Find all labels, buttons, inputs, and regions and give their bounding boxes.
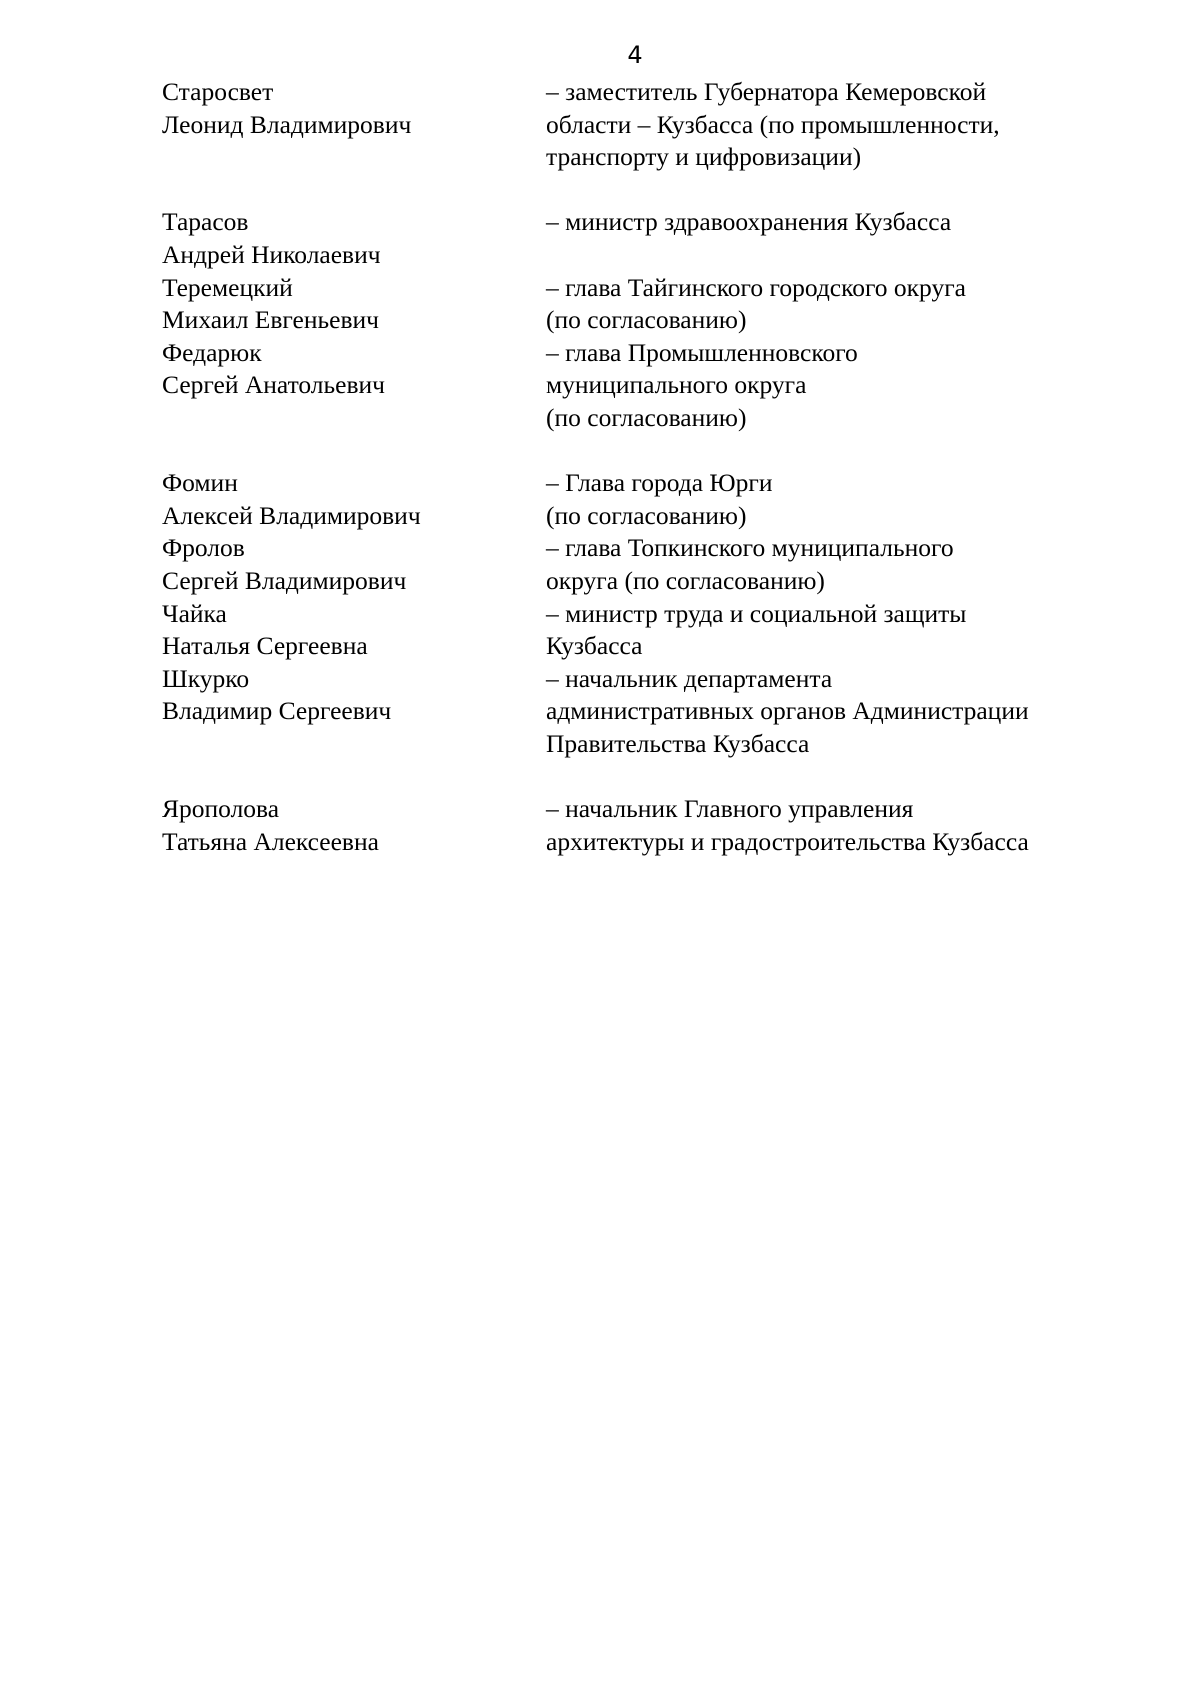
role-line: – начальник департамента (546, 663, 833, 693)
member-role (546, 76, 1102, 174)
member-name (162, 76, 546, 174)
role-line: округа (по согласованию) (546, 565, 825, 595)
member-role (546, 793, 1102, 858)
role-line: области – Кузбасса (по промышленности, (546, 109, 1000, 139)
member-entry (162, 76, 1102, 174)
surname: Федарюк (162, 337, 262, 367)
role-line: (по согласованию) (546, 402, 747, 432)
member-name (162, 532, 546, 597)
member-role (546, 206, 1102, 271)
member-role (546, 272, 1102, 337)
role-line: – глава Тайгинского городского округа (546, 272, 967, 302)
member-name (162, 467, 546, 532)
member-name (162, 598, 546, 663)
role-line: – министр труда и социальной защиты (546, 598, 967, 628)
role-line: (по согласованию) (546, 500, 747, 530)
member-entry (162, 206, 1102, 271)
member-entry (162, 663, 1102, 761)
role-line: – заместитель Губернатора Кемеровской (546, 77, 987, 106)
member-role (546, 337, 1102, 435)
surname: Старосвет (162, 77, 274, 106)
role-line: муниципального округа (546, 370, 807, 400)
role-line: административных органов Администрации (546, 696, 1029, 726)
role-line: Кузбасса (546, 631, 643, 661)
given-names: Андрей Николаевич (162, 239, 381, 269)
role-line: (по согласованию) (546, 305, 747, 335)
member-role (546, 598, 1102, 663)
member-entry (162, 272, 1102, 337)
surname: Ярополова (162, 794, 280, 824)
role-line: Правительства Кузбасса (546, 728, 810, 758)
role-line: – начальник Главного управления (546, 794, 914, 824)
members-list (162, 76, 1102, 858)
page-number: 4 (627, 41, 643, 69)
member-entry (162, 532, 1102, 597)
role-line: транспорту и цифровизации) (546, 142, 862, 172)
role-line: – Глава города Юрги (546, 468, 773, 498)
member-role (546, 467, 1102, 532)
member-role (546, 532, 1102, 597)
surname: Теремецкий (162, 272, 293, 302)
member-entry (162, 467, 1102, 532)
surname: Тарасов (162, 207, 249, 237)
member-entry (162, 598, 1102, 663)
role-line: – министр здравоохранения Кузбасса (546, 207, 952, 237)
given-names: Леонид Владимирович (162, 109, 412, 139)
given-names: Татьяна Алексеевна (162, 826, 379, 856)
surname: Фомин (162, 468, 238, 498)
surname: Чайка (162, 598, 227, 628)
member-entry (162, 793, 1102, 858)
member-name (162, 337, 546, 435)
member-entry (162, 337, 1102, 435)
surname: Шкурко (162, 663, 250, 693)
member-name (162, 206, 546, 271)
role-line: – глава Топкинского муниципального (546, 533, 954, 563)
member-name (162, 272, 546, 337)
given-names: Владимир Сергеевич (162, 696, 392, 726)
surname: Фролов (162, 533, 245, 563)
role-line: архитектуры и градостроительства Кузбасса (546, 826, 1029, 856)
member-role (546, 663, 1102, 761)
given-names: Михаил Евгеньевич (162, 305, 379, 335)
role-line: – глава Промышленновского (546, 337, 858, 367)
given-names: Алексей Владимирович (162, 500, 421, 530)
given-names: Сергей Анатольевич (162, 370, 385, 400)
given-names: Наталья Сергеевна (162, 631, 368, 661)
member-name (162, 793, 546, 858)
member-name (162, 663, 546, 761)
given-names: Сергей Владимирович (162, 565, 407, 595)
